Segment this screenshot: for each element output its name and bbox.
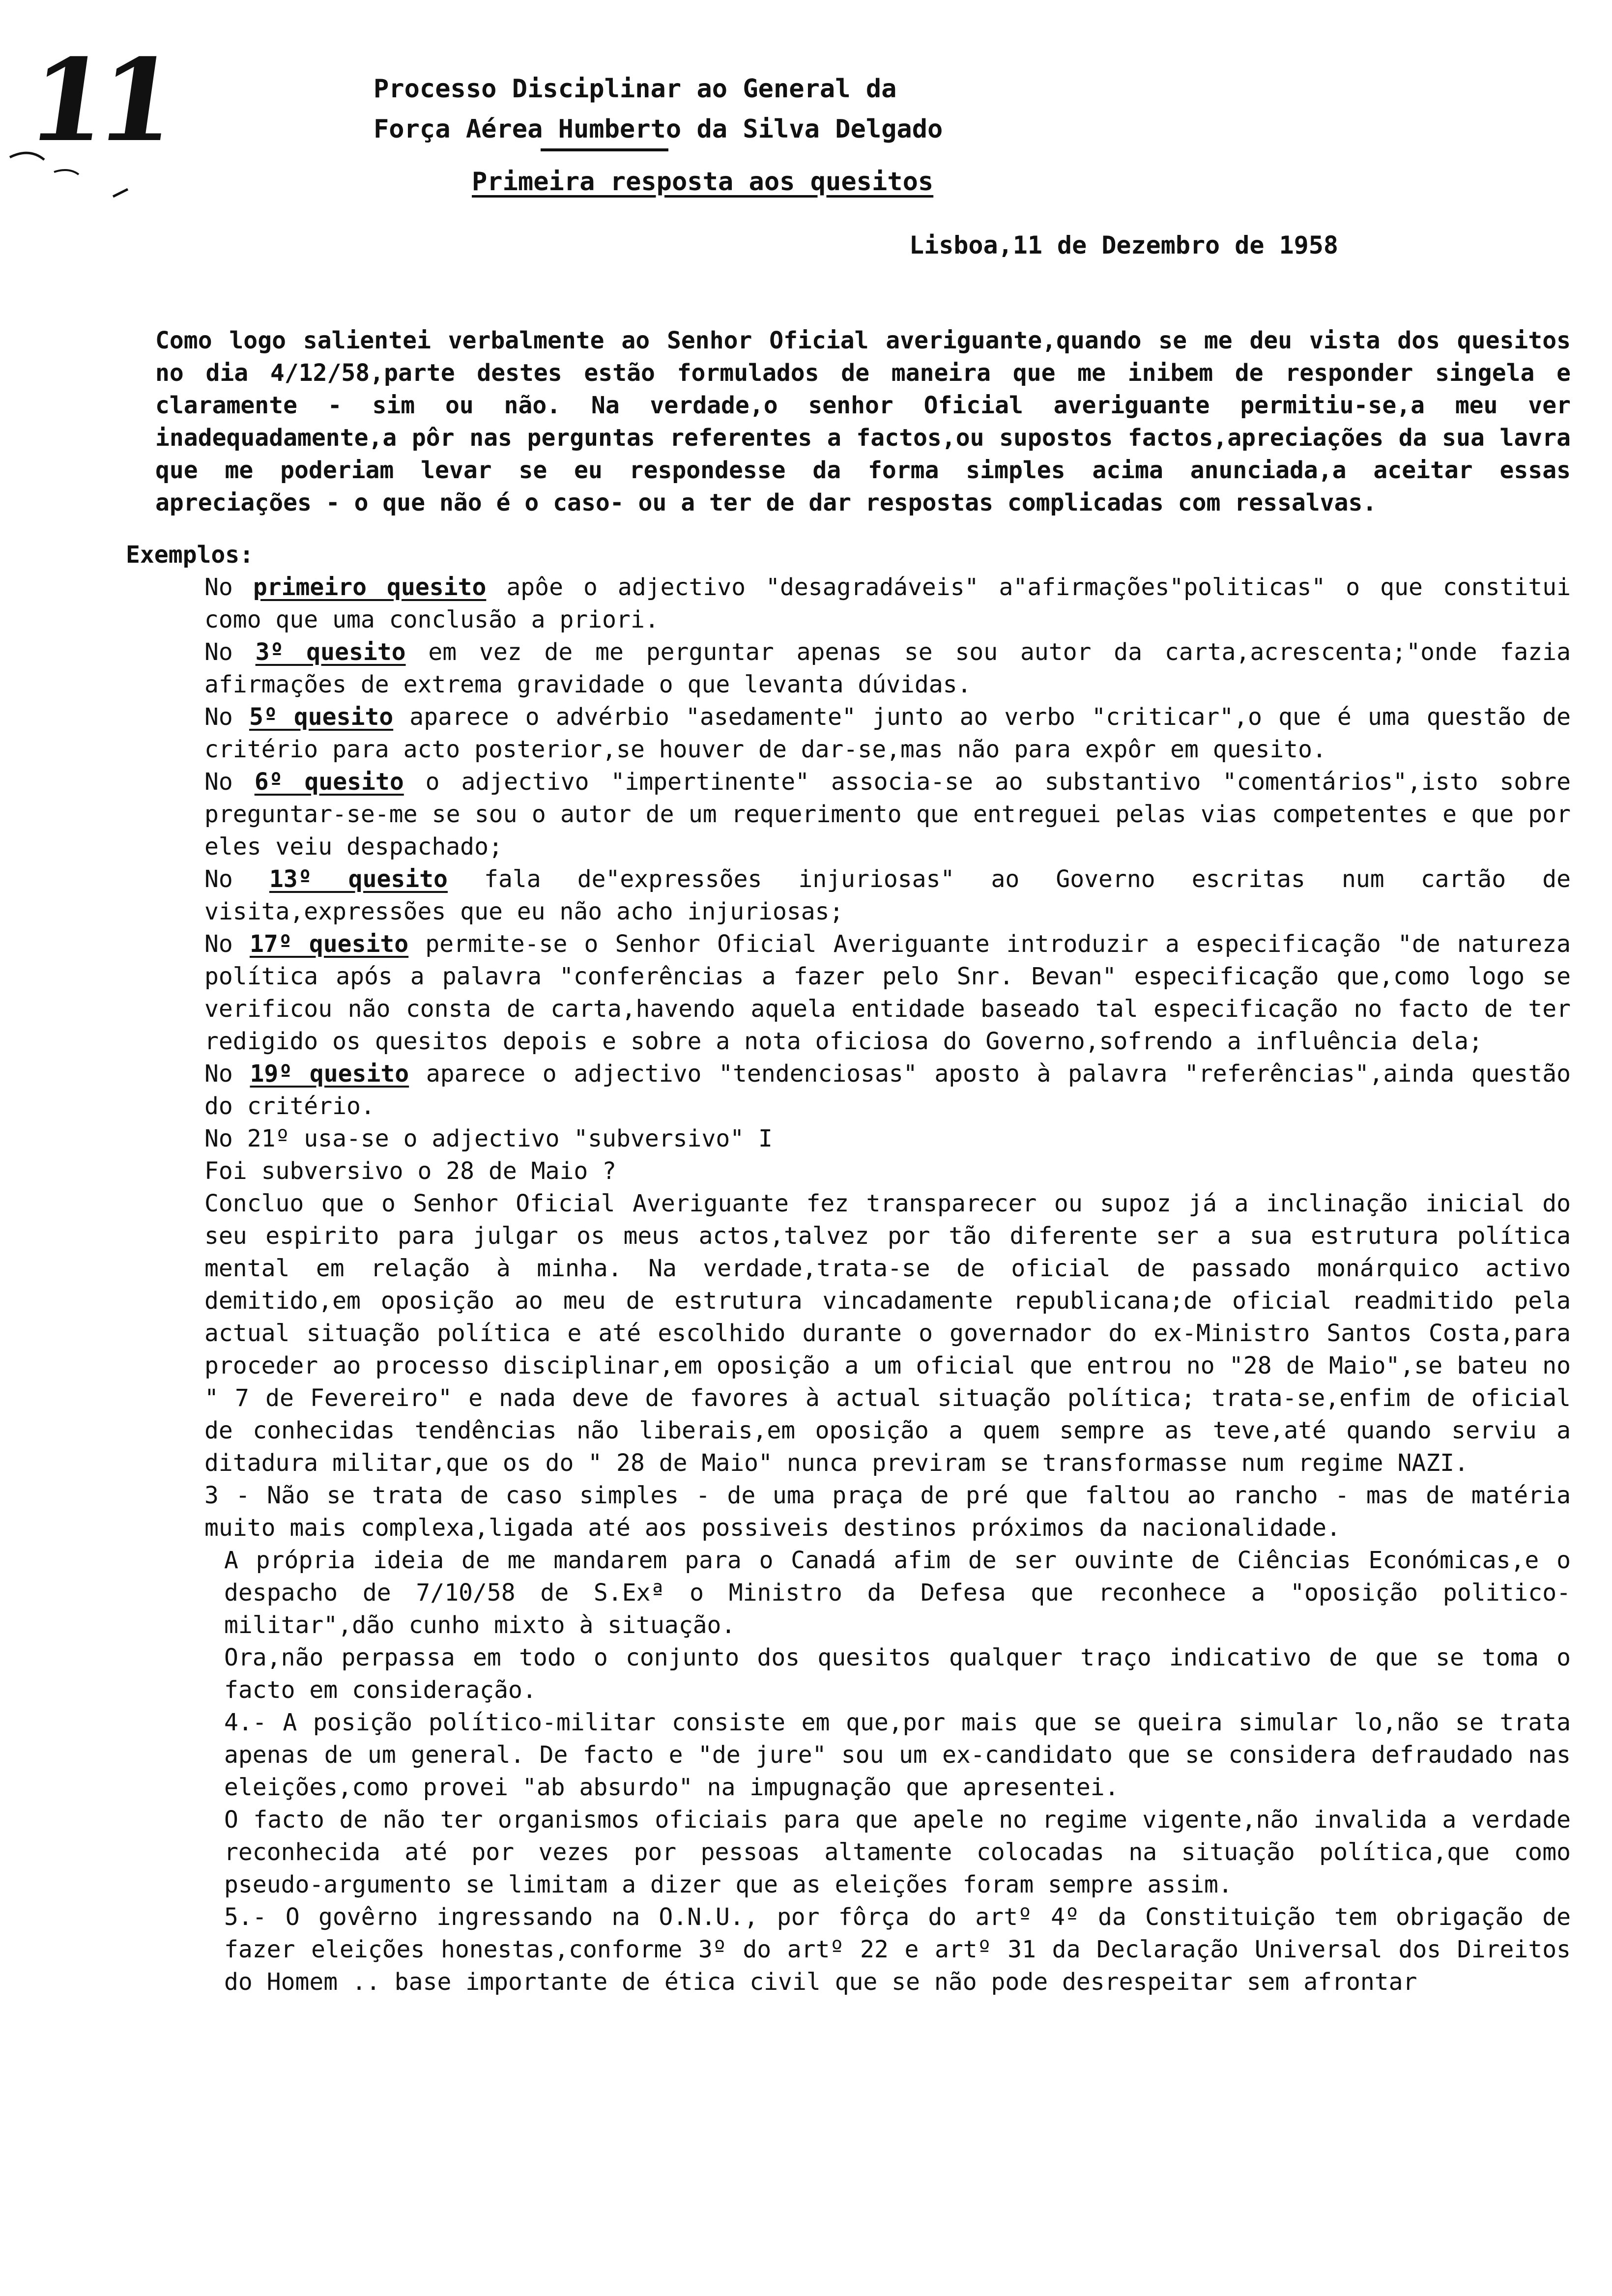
quesito-reference: 6º quesito: [254, 768, 404, 796]
example-item: No 17º quesito permite-se o Senhor Oficial Averiguante introduzir a especificação "de natureza política após a palavra "conferências a fazer pelo Snr. Bevan" especificação que,como logo se verificou não consta de carta,havendo aquela entidade baseado tal especificação no facto de ter redigido os quesitos depois e sobre a nota oficiosa do Governo,sofrendo a influência dela;: [204, 930, 1571, 1055]
examples-label: Exemplos:: [126, 541, 254, 569]
example-item: No 3º quesito em vez de me perguntar apenas se sou autor da carta,acrescenta;"onde fazia afirmações de extrema gravidade o que levanta dúvidas.: [204, 638, 1571, 698]
point-3-paragraph: 3 - Não se trata de caso simples - de uma praça de pré que faltou ao rancho - mas de matéria muito mais complexa,ligada até aos possiveis destinos próximos da nacionalidade.: [204, 1482, 1571, 1542]
intro-paragraph: Como logo salientei verbalmente ao Senhor Oficial averiguante,quando se me deu vista dos quesitos no dia 4/12/58,parte destes estão formulados de maneira que me inibem de responder singela e claramente - sim ou não. Na verdade,o senhor Oficial averiguante permitiu-se,a meu ver inadequadamente,a pôr nas perguntas referentes a factos,ou supostos factos,apreciações da sua lavra que me poderiam levar se eu respondesse da forma simples acima anunciada,a aceitar essas apreciações - o que não é o caso- ou a ter de dar respostas complicadas com ressalvas.: [155, 327, 1571, 517]
handwritten-marks: [0, 0, 147, 206]
quesito-reference: 17º quesito: [250, 930, 409, 958]
document-header: [374, 69, 1111, 149]
canada-paragraph: A própria ideia de me mandarem para o Canadá afim de ser ouvinte de Ciências Económicas,e o despacho de 7/10/58 de S.Exª o Ministro da Defesa que reconhece a "oposição politico-militar",dão cunho mixto à situação.: [224, 1547, 1571, 1639]
point-5-paragraph: 5.- O govêrno ingressando na O.N.U., por fôrça do artº 4º da Constituição tem obrigação de fazer eleições honestas,conforme 3º do artº 22 e artº 31 da Declaração Universal dos Direitos do Homem .. base importante de ética civil que se não pode desrespeitar sem afrontar: [224, 1903, 1571, 1996]
q21-line1: No 21º usa-se o adjectivo "subversivo" I: [204, 1125, 773, 1152]
header-title-line2: Força Aérea Humberto da Silva Delgado: [374, 115, 943, 144]
quesito-reference: 19º quesito: [250, 1060, 409, 1088]
example-item: No 13º quesito fala de"expressões injuriosas" ao Governo escritas num cartão de visita,expressões que eu não acho injuriosas;: [204, 865, 1571, 925]
document-subtitle: Primeira resposta aos quesitos: [472, 167, 934, 197]
header-divider: [541, 148, 668, 151]
example-item: No 5º quesito aparece o advérbio "asedamente" junto ao verbo "criticar",o que é uma questão de critério para acto posterior,se houver de dar-se,mas não para expôr em quesito.: [204, 703, 1571, 763]
example-item: No primeiro quesito apôe o adjectivo "desagradáveis" a"afirmações"politicas" o que constitui como que uma conclusão a priori.: [204, 574, 1571, 633]
header-title-line1: Processo Disciplinar ao General da: [374, 74, 897, 104]
quesito-reference: primeiro quesito: [253, 574, 487, 601]
ora-paragraph: Ora,não perpassa em todo o conjunto dos quesitos qualquer traço indicativo de que se toma o facto em consideração.: [224, 1644, 1571, 1704]
quesito-reference: 13º quesito: [269, 865, 448, 893]
example-item: No 19º quesito aparece o adjectivo "tendenciosas" aposto à palavra "referências",ainda questão do critério.: [204, 1060, 1571, 1120]
document-date: Lisboa,11 de Dezembro de 1958: [909, 231, 1338, 259]
conclusion-paragraph: Concluo que o Senhor Oficial Averiguante fez transparecer ou supoz já a inclinação inicial do seu espirito para julgar os meus actos,talvez por tão diferente ser a sua estrutura política mental em relação à minha. Na verdade,trata-se de oficial de passado monárquico activo demitido,em oposição ao meu de estrutura vincadamente republicana;de oficial readmitido pela actual situação política e até escolhido durante o governador do ex-Ministro Santos Costa,para proceder ao processo disciplinar,em oposição a um oficial que entrou no "28 de Maio",se bateu no " 7 de Fevereiro" e nada deve de favores à actual situação política; trata-se,enfim de oficial de conhecidas tendências não liberais,em oposição a quem sempre as teve,até quando serviu a ditadura militar,que os do " 28 de Maio" nunca previram se transformasse num regime NAZI.: [204, 1190, 1571, 1477]
handwritten-page-number: 11: [20, 34, 177, 167]
quesito-reference: 3º quesito: [255, 638, 406, 666]
quesito-reference: 5º quesito: [249, 703, 394, 731]
point-4-paragraph: 4.- A posição político-militar consiste em que,por mais que se queira simular lo,não se trata apenas de um general. De facto e "de jure" sou um ex-candidato que se considera defraudado nas eleições,como provei "ab absurdo" na impugnação que apresentei.: [224, 1709, 1571, 1801]
document-body: [47, 324, 1571, 1998]
example-item: No 6º quesito o adjectivo "impertinente" associa-se ao substantivo "comentários",isto sobre preguntar-se-me se sou o autor de um requerimento que entreguei pelas vias competentes e que por eles veiu despachado;: [204, 768, 1571, 861]
facto-paragraph: O facto de não ter organismos oficiais para que apele no regime vigente,não invalida a verdade reconhecida até por vezes por pessoas altamente colocadas na situação política,que como pseudo-argumento se limitam a dizer que as eleições foram sempre assim.: [224, 1806, 1571, 1898]
q21-line2: Foi subversivo o 28 de Maio ?: [204, 1157, 617, 1185]
